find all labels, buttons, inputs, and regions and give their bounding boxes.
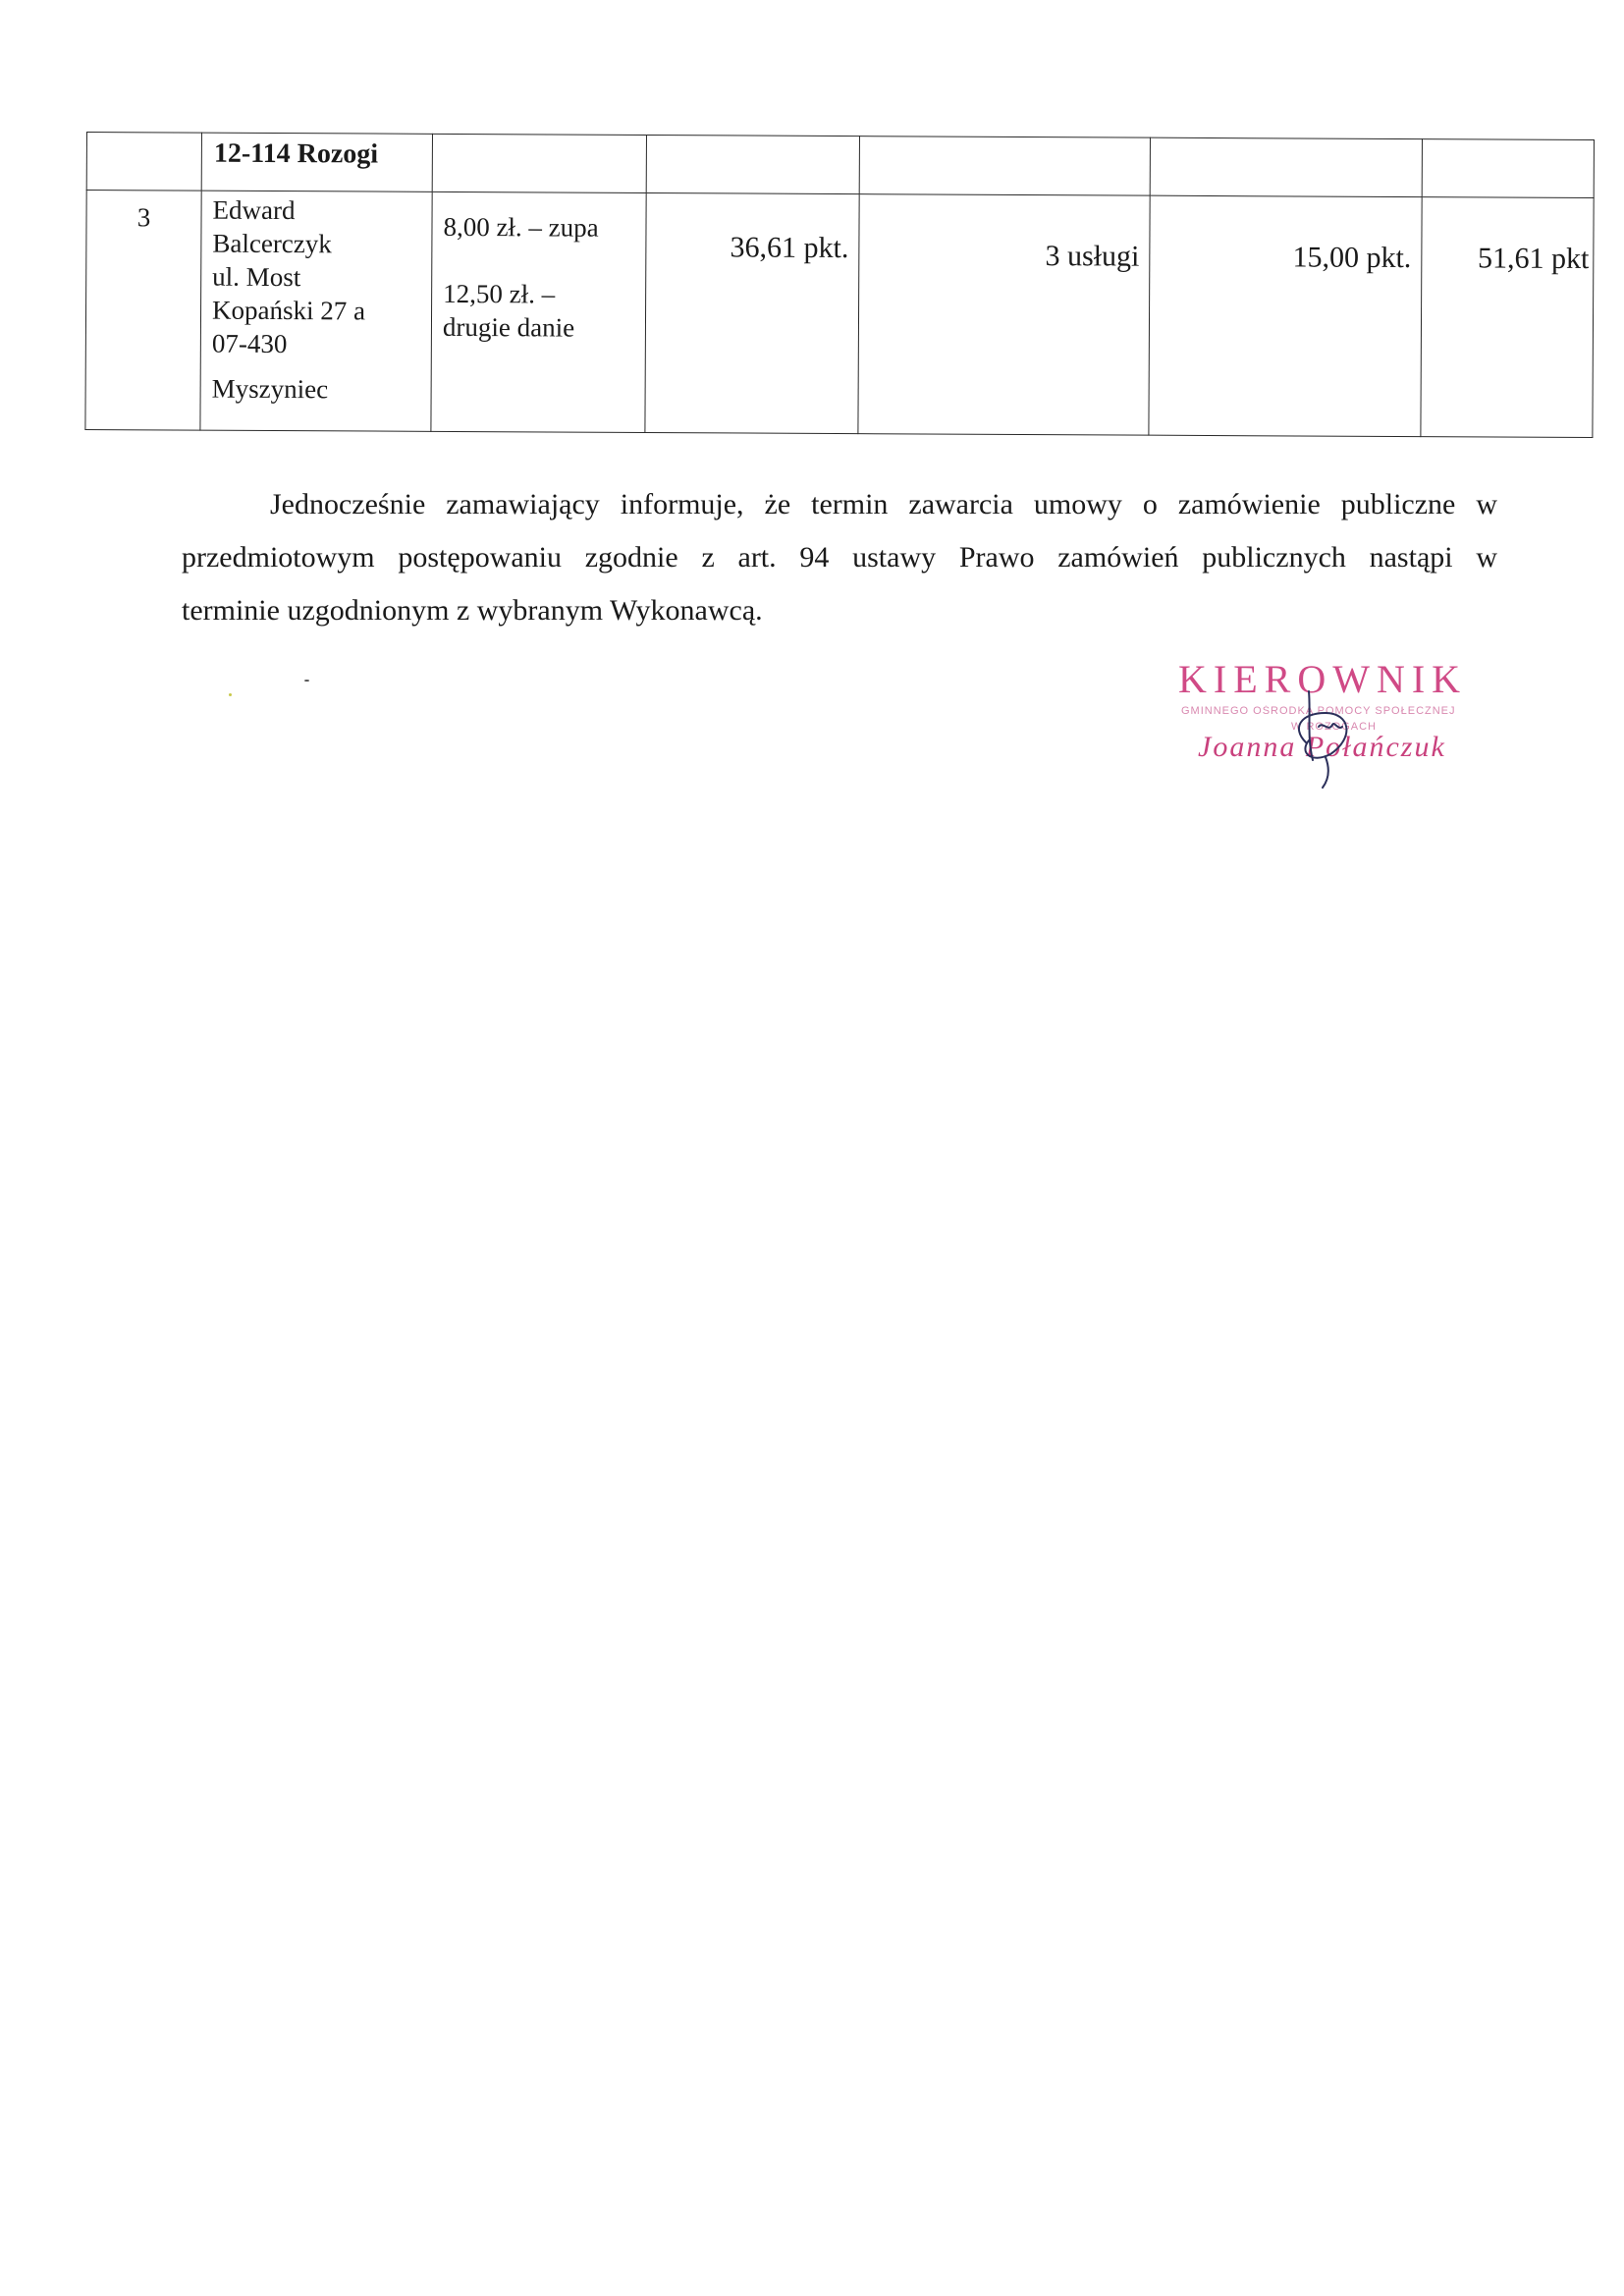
closing-paragraph <box>182 478 1497 637</box>
table-row <box>86 133 1594 198</box>
table-row <box>85 191 1594 438</box>
contractor-line: 07-430 <box>211 328 288 359</box>
stamp-name: Joanna Połańczuk <box>1198 731 1446 763</box>
stamp-subtitle-location: W ROZOGACH <box>1291 721 1377 733</box>
scan-speck <box>304 680 309 682</box>
contractor-line: Balcerczyk <box>212 228 332 259</box>
results-table-wrapper <box>84 132 1594 438</box>
cell-price <box>431 191 646 432</box>
cell-services: 3 usługi <box>858 194 1150 436</box>
paragraph-line: Jednocześnie zamawiający informuje, że termin zawarcia umowy o zamówienie publiczne w <box>270 488 1497 520</box>
cell-lp: 3 <box>85 191 201 431</box>
cell-contractor-postcode: 12-114 Rozogi <box>201 133 432 191</box>
price-line: 8,00 zł. – zupa <box>443 211 599 243</box>
cell-price-points: 36,61 pkt. <box>645 192 859 433</box>
cell-total: 51,61 pkt <box>1421 197 1594 438</box>
cell-contractor <box>200 191 432 431</box>
cell-price <box>432 134 646 192</box>
results-table <box>84 132 1595 438</box>
cell-lp <box>86 133 201 191</box>
paragraph-line: przedmiotowym postępowaniu zgodnie z art. 94 ustawy Prawo zamówień publicznych nastąpi w <box>182 541 1497 574</box>
contractor-line: Kopański 27 a <box>211 295 366 326</box>
cell-total <box>1422 139 1594 198</box>
cell-price-points <box>646 135 859 193</box>
price-line: 12,50 zł. – <box>443 278 556 309</box>
contractor-line: ul. Most <box>212 261 301 293</box>
price-line: drugie danie <box>442 311 575 343</box>
handwritten-signature-icon <box>1272 683 1389 792</box>
cell-service-points <box>1150 137 1422 196</box>
contractor-line: Edward <box>212 194 296 226</box>
cell-services <box>859 137 1150 196</box>
scan-speck <box>229 693 232 696</box>
contractor-line: Myszyniec <box>211 373 329 405</box>
cell-service-points: 15,00 pkt. <box>1149 195 1422 436</box>
stamp-title: KIEROWNIK <box>1178 657 1468 701</box>
stamp-subtitle: GMINNEGO OŚRODKA POMOCY SPOŁECZNEJ <box>1181 705 1456 717</box>
paragraph-line: terminie uzgodnionym z wybranym Wykonawcą. <box>182 594 763 627</box>
